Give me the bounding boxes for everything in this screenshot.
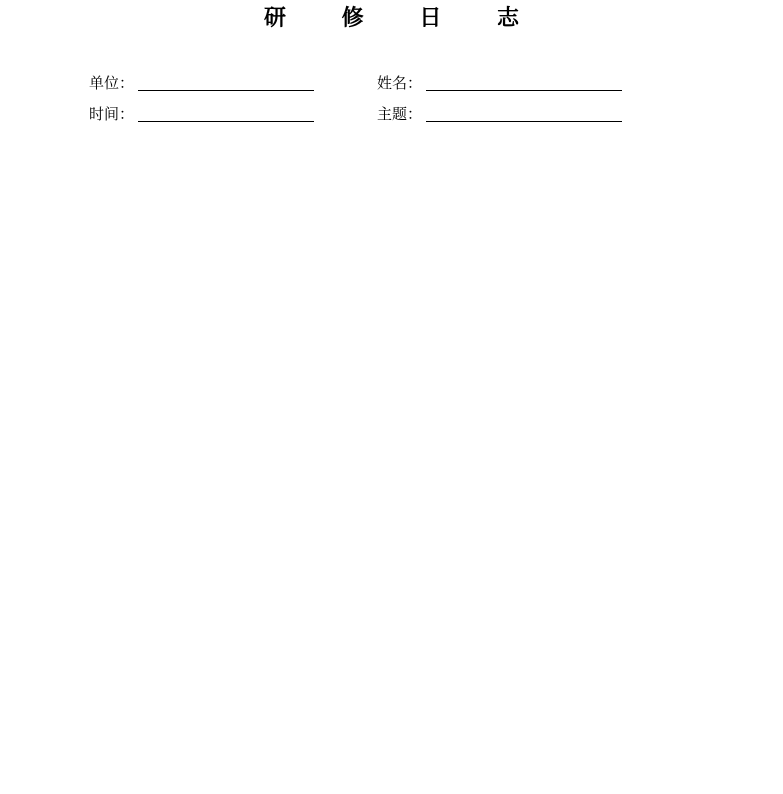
topic-label: 主题：	[377, 105, 423, 123]
time-label: 时间：	[89, 105, 135, 123]
time-field	[89, 100, 314, 124]
topic-blank-line[interactable]	[426, 103, 622, 122]
name-field	[377, 69, 622, 93]
unit-field	[89, 69, 314, 93]
unit-blank-line[interactable]	[138, 72, 314, 91]
topic-field	[377, 100, 622, 124]
name-blank-line[interactable]	[426, 72, 622, 91]
time-blank-line[interactable]	[138, 103, 314, 122]
document-title: 研 修 日 志	[264, 5, 543, 31]
name-label: 姓名：	[377, 74, 423, 92]
unit-label: 单位：	[89, 74, 135, 92]
